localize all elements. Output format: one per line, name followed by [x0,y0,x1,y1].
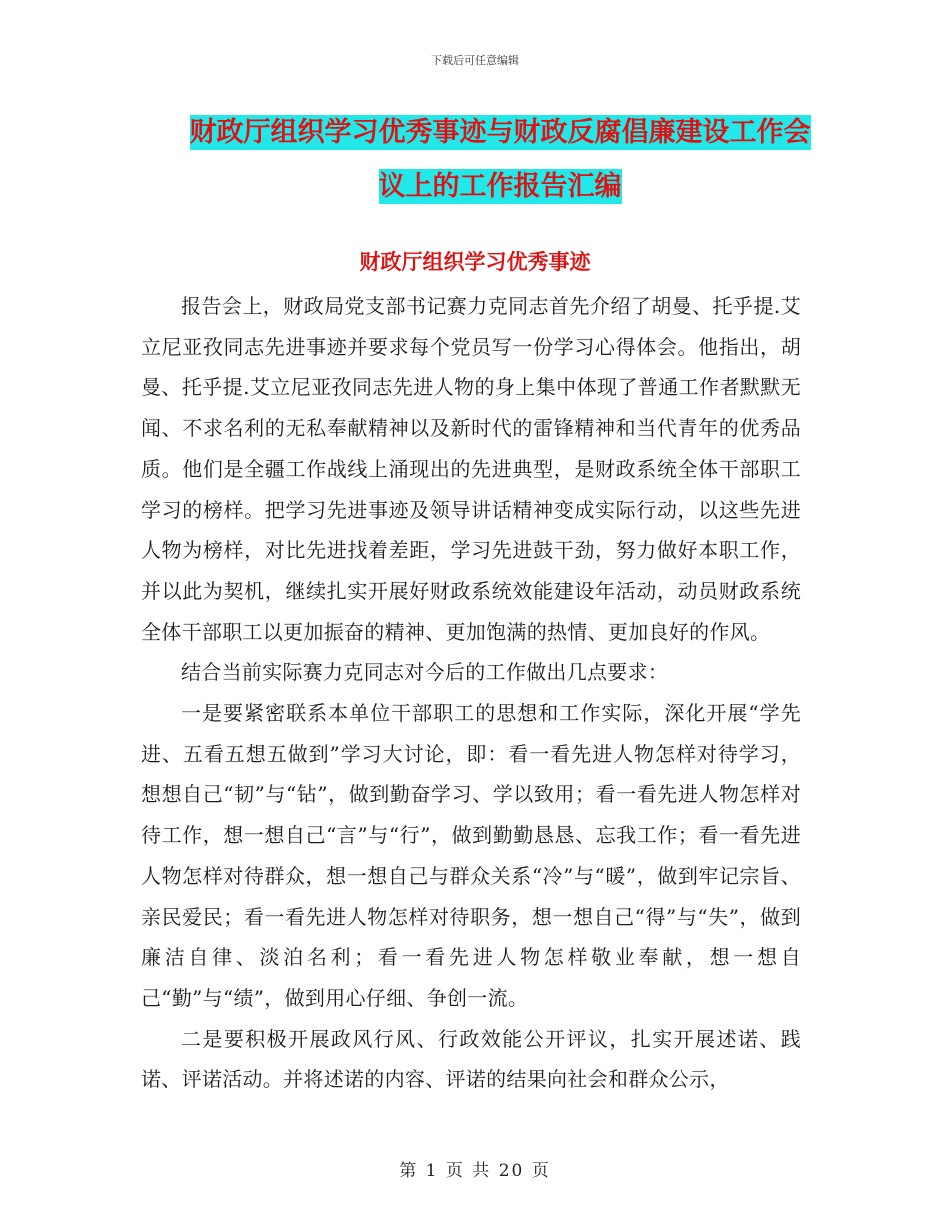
header-note: 下载后可任意编辑 [431,54,519,67]
document-title-line-2: 议上的工作报告汇编 [378,171,622,202]
section-title: 财政厅组织学习优秀事迹 [359,250,591,274]
document-title-line-1: 财政厅组织学习优秀事迹与财政反腐倡廉建设工作会 [189,117,811,148]
paragraph: 报告会上，财政局党支部书记赛力克同志首先介绍了胡曼、托乎提.艾立尼亚孜同志先进事迹并要求每个党员写一份学习心得体会。他指出，胡曼、托乎提.艾立尼亚孜同志先进人物的身上集中体现了普通工作者默默无闻、不求名利的无私奉献精神以及新时代的雷锋精神和当代青年的优秀品质。他们是全疆工作战线上涌现出的先进典型，是财政系统全体干部职工学习的榜样。把学习先进事迹及领导讲话精神变成实际行动，以这些先进人物为榜样，对比先进找着差距，学习先进鼓干劲，努力做好本职工作，并以此为契机，继续扎实开展好财政系统效能建设年活动，动员财政系统全体干部职工以更加振奋的精神、更加饱满的热情、更加良好的作风。 [141,294,801,644]
paragraph: 二是要积极开展政风行风、行政效能公开评议，扎实开展述诺、践诺、评诺活动。并将述诺的内容、评诺的结果向社会和群众公示， [141,1026,801,1092]
page-footer: 第 1 页 共 20 页 [399,1161,551,1181]
document-title [150,106,850,214]
paragraph: 结合当前实际赛力克同志对今后的工作做出几点要求： [181,660,669,685]
paragraph: 一是要紧密联系本单位干部职工的思想和工作实际，深化开展“学先进、五看五想五做到”学习大讨论，即：看一看先进人物怎样对待学习，想想自己“韧”与“钻”，做到勤奋学习、学以致用；看一看先进人物怎样对待工作，想一想自己“言”与“行”，做到勤勤恳恳、忘我工作；看一看先进人物怎样对待群众，想一想自己与群众关系“冷”与“暖”，做到牢记宗旨、亲民爱民；看一看先进人物怎样对待职务，想一想自己“得”与“失”，做到廉洁自律、淡泊名利；看一看先进人物怎样敬业奉献，想一想自己“勤”与“绩”，做到用心仔细、争创一流。 [141,701,801,1010]
body-text [141,286,801,1100]
